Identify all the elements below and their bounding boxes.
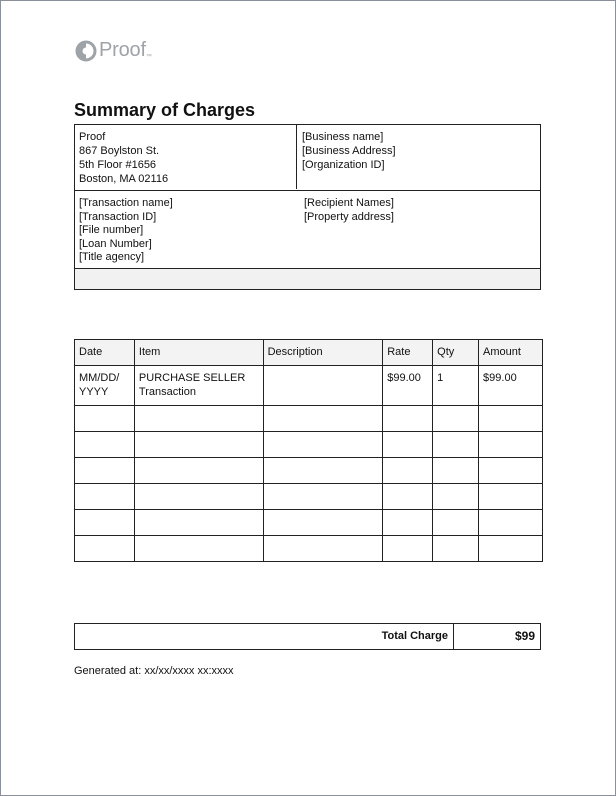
logo-text: Proof xyxy=(99,39,146,61)
sender-line: 867 Boylston St. xyxy=(79,145,160,157)
cell-item xyxy=(134,484,263,510)
table-row xyxy=(75,484,543,510)
column-header-amount: Amount xyxy=(479,340,543,366)
transaction-line: [Title agency] xyxy=(79,251,145,263)
cell-rate xyxy=(383,536,433,562)
sender-line: 5th Floor #1656 xyxy=(79,159,157,171)
total-box xyxy=(74,623,541,650)
cell-date xyxy=(75,536,135,562)
cell-rate xyxy=(383,406,433,432)
cell-item xyxy=(134,536,263,562)
table-row xyxy=(75,366,543,406)
cell-rate xyxy=(383,510,433,536)
cell-item xyxy=(134,432,263,458)
transaction-details xyxy=(79,197,173,265)
cell-amount xyxy=(479,484,543,510)
cell-qty xyxy=(433,484,479,510)
charges-table-body xyxy=(75,366,543,562)
transaction-line: [Transaction ID] xyxy=(79,210,157,223)
table-row xyxy=(75,510,543,536)
cell-amount: $99.00 xyxy=(479,366,543,406)
cell-date: MM/DD/ YYYY xyxy=(75,366,135,406)
cell-description xyxy=(263,458,383,484)
total-divider xyxy=(453,624,454,649)
cell-qty xyxy=(433,510,479,536)
cell-qty xyxy=(433,536,479,562)
column-header-qty: Qty xyxy=(433,340,479,366)
cell-rate xyxy=(383,432,433,458)
proof-logo xyxy=(75,39,152,62)
business-line: [Business name] xyxy=(302,131,384,143)
cell-date xyxy=(75,432,135,458)
recipient-details xyxy=(304,197,394,224)
total-charge-value: $99 xyxy=(514,629,535,643)
cell-description xyxy=(263,432,383,458)
info-footer-band xyxy=(75,269,540,289)
cell-amount xyxy=(479,510,543,536)
cell-description xyxy=(263,366,383,406)
total-charge-label: Total Charge xyxy=(381,630,448,642)
page-title: Summary of Charges xyxy=(74,100,256,120)
cell-date xyxy=(75,458,135,484)
cell-amount xyxy=(479,432,543,458)
cell-description xyxy=(263,406,383,432)
cell-qty xyxy=(433,432,479,458)
cell-description xyxy=(263,484,383,510)
table-row xyxy=(75,406,543,432)
transaction-line: [Transaction name] xyxy=(79,197,173,209)
business-line: [Organization ID] xyxy=(302,159,385,171)
cell-description xyxy=(263,536,383,562)
cell-amount xyxy=(479,536,543,562)
column-header-date: Date xyxy=(75,340,135,366)
column-header-rate: Rate xyxy=(383,340,433,366)
column-header-item: Item xyxy=(134,340,263,366)
cell-rate: $99.00 xyxy=(383,366,433,406)
cell-item xyxy=(134,510,263,536)
info-row-addresses xyxy=(75,125,540,191)
cell-qty xyxy=(433,406,479,432)
cell-item xyxy=(134,406,263,432)
cell-item: PURCHASE SELLER Transaction xyxy=(134,366,263,406)
info-box xyxy=(74,124,541,290)
logo-trademark: ™ xyxy=(145,53,152,60)
table-header-row xyxy=(75,340,543,366)
cell-rate xyxy=(383,484,433,510)
cell-rate xyxy=(383,458,433,484)
table-row xyxy=(75,536,543,562)
sender-address xyxy=(79,130,168,186)
cell-date xyxy=(75,406,135,432)
business-line: [Business Address] xyxy=(302,145,396,157)
transaction-line: [File number] xyxy=(79,224,144,236)
cell-date xyxy=(75,484,135,510)
cell-date xyxy=(75,510,135,536)
cell-qty: 1 xyxy=(433,366,479,406)
transaction-line: [Loan Number] xyxy=(79,237,152,250)
proof-logo-icon xyxy=(75,40,97,62)
recipient-line: [Property address] xyxy=(304,210,394,223)
sender-line: Boston, MA 02116 xyxy=(79,173,169,185)
cell-amount xyxy=(479,458,543,484)
charges-table xyxy=(74,339,543,562)
business-address xyxy=(302,130,396,172)
column-header-description: Description xyxy=(263,340,383,366)
recipient-line: [Recipient Names] xyxy=(304,197,394,209)
sender-line: Proof xyxy=(79,131,106,143)
info-row-transaction xyxy=(75,190,540,269)
table-row xyxy=(75,458,543,484)
table-row xyxy=(75,432,543,458)
cell-description xyxy=(263,510,383,536)
info-divider xyxy=(296,125,297,189)
cell-item xyxy=(134,458,263,484)
generated-timestamp: Generated at: xx/xx/xxxx xx:xxxx xyxy=(74,665,234,677)
cell-qty xyxy=(433,458,479,484)
cell-amount xyxy=(479,406,543,432)
